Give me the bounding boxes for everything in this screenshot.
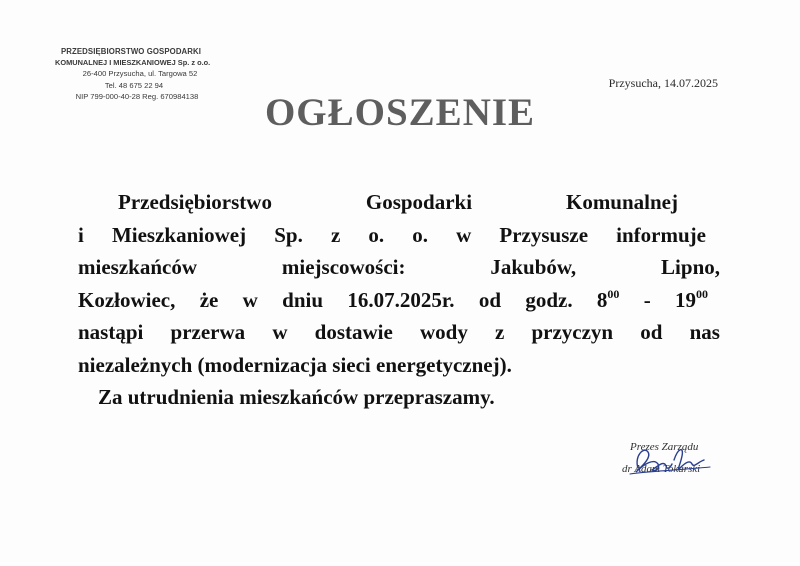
body-word: w (456, 222, 472, 247)
closing-text: Za utrudnienia mieszkańców przepraszamy. (98, 385, 495, 409)
body-word: Kozłowiec, (78, 287, 176, 312)
body-word: przerwa (170, 320, 246, 344)
signature-title: Prezes Zarządu (630, 441, 699, 453)
body-line-5 (78, 316, 720, 349)
body-word: z (330, 222, 341, 247)
time-from-hour: 8 (596, 287, 608, 312)
body-word: że (199, 287, 219, 312)
time-to-minutes: 00 (696, 286, 708, 301)
body-word: Jakubów, (490, 255, 577, 279)
stamp-company-name: PRZEDSIĘBIORSTWO GOSPODARKI (60, 47, 202, 56)
announcement-body (78, 186, 720, 414)
stamp-phone: Tel. 48 675 22 94 (104, 80, 164, 90)
body-word: o. (368, 222, 385, 247)
body-line-6 (78, 349, 720, 382)
body-word: Przysusze (499, 222, 589, 247)
body-word: w (272, 320, 288, 344)
body-word: nas (689, 320, 720, 344)
body-word: godz. (525, 287, 573, 312)
signature-name: dr Adam Tokarski (622, 463, 701, 475)
document-title (0, 90, 800, 135)
body-word: o. (412, 222, 428, 247)
body-word: wody (419, 320, 468, 344)
outage-date: 16.07.2025r. (347, 287, 455, 312)
body-word: z (494, 320, 505, 344)
body-line-6-text: niezależnych (modernizacja sieci energetycznej). (78, 352, 512, 377)
body-word: Lipno, (661, 255, 720, 279)
body-line-3 (78, 251, 720, 284)
stamp-address: 26-400 Przysucha, ul. Targowa 52 (82, 69, 198, 79)
body-word: informuje (616, 222, 706, 247)
document-date: Przysucha, 14.07.2025 (608, 76, 718, 90)
body-word: od (640, 320, 663, 344)
body-word: dostawie (314, 320, 393, 344)
body-line-4 (78, 284, 720, 317)
body-word: mieszkańców (78, 255, 197, 279)
time-from-minutes: 00 (607, 286, 620, 301)
stamp-tax-ids: NIP 799-000-40-28 Reg. 670984138 (75, 91, 199, 101)
body-line-2 (78, 219, 720, 252)
body-word: Komunalnej (565, 190, 678, 214)
closing-line (78, 381, 720, 414)
body-word: i (78, 222, 84, 247)
signature-block (600, 438, 720, 488)
body-word: Gospodarki (365, 190, 473, 214)
document-title-text: OGŁOSZENIE (264, 91, 536, 134)
time-to (675, 284, 708, 317)
body-word: w (242, 287, 258, 312)
body-word: Sp. (274, 222, 303, 247)
body-word: miejscowości: (281, 255, 406, 279)
body-word: przyczyn (531, 320, 614, 344)
time-to-hour: 19 (675, 287, 696, 312)
stamp-company-name-cont: KOMUNALNEJ I MIESZKANIOWEJ Sp. z o.o. (55, 58, 211, 68)
time-from (597, 284, 620, 317)
body-word: Mieszkaniowej (111, 222, 247, 247)
body-word: od (478, 287, 501, 312)
body-word: dniu (282, 287, 324, 312)
body-line-1 (78, 186, 720, 219)
handwritten-signature-icon (600, 438, 720, 488)
body-word: nastąpi (78, 320, 144, 344)
time-dash: - (643, 287, 651, 312)
body-word: Przedsiębiorstwo (118, 190, 272, 214)
